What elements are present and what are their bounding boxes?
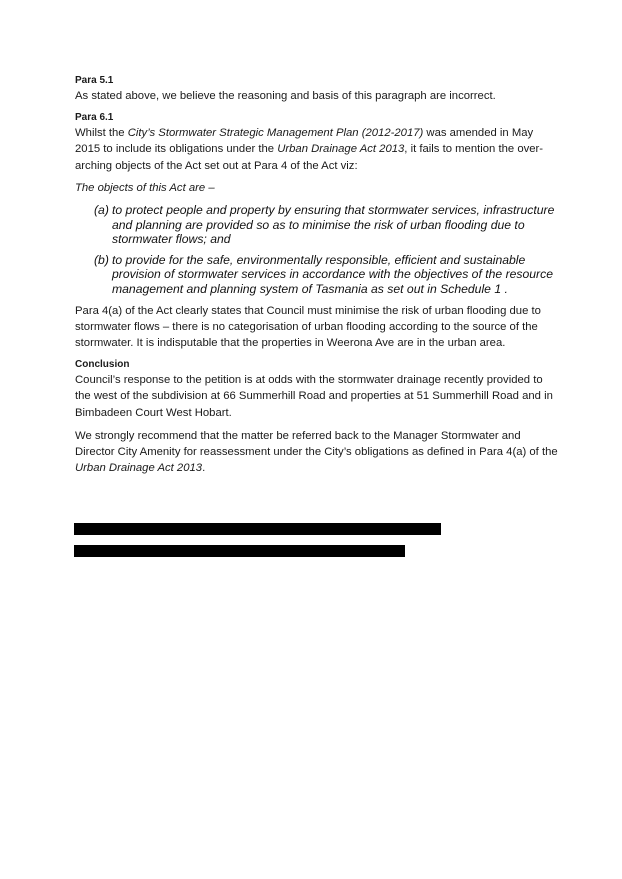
document-body [75, 74, 560, 476]
para-6-1-paragraph-1 [75, 125, 560, 174]
object-text-a: to protect people and property by ensuring that stormwater services, infrastructure and planning are provided so as to minimise the risk of urban flooding due to stormwater flows; and [112, 203, 555, 247]
redaction-bar-1 [74, 523, 441, 535]
objects-list [75, 203, 560, 297]
object-marker-b: (b) [94, 252, 109, 267]
redaction-bar-2 [74, 545, 405, 557]
object-item-a [75, 203, 560, 247]
conclusion-paragraph-2 [75, 428, 560, 477]
conclusion-text-a: We strongly recommend that the matter be referred back to the Manager Stormwater and Director City Amenity for reassessment under the City’s obligations as defined in Para 4(a) of the [75, 429, 558, 458]
act-title: Urban Drainage Act 2013 [277, 143, 405, 156]
para-6-1-text-b: was amended in May 2015 to include its obligations under the [75, 127, 534, 156]
conclusion-heading: Conclusion [75, 359, 130, 371]
conclusion-paragraph-1: Council’s response to the petition is at odds with the stormwater drainage recently provided to the west of the subdivision at 66 Summerhill Road and properties at 51 Summerhill Road and in Bimbadeen Court West Hobart. [75, 374, 553, 419]
object-marker-a: (a) [94, 203, 109, 218]
conclusion-act-title: Urban Drainage Act 2013 [75, 462, 203, 475]
para-6-1-heading: Para 6.1 [75, 112, 114, 124]
para-6-1-text-c: , it fails to mention the over-arching objects of the Act set out at Para 4 of the Act viz: [75, 143, 544, 172]
para-6-1-paragraph-2: Para 4(a) of the Act clearly states that Council must minimise the risk of urban flooding due to stormwater flows – there is no categorisation of urban flooding according to the source of the stormwater. It is indisputable that the properties in Weerona Ave are in the urban area. [75, 304, 541, 349]
objects-intro: The objects of this Act are – [75, 181, 215, 194]
conclusion-text-b: . [202, 462, 206, 475]
plan-title: City’s Stormwater Strategic Management Plan (2012-2017) [127, 127, 424, 140]
object-text-b: to provide for the safe, environmentally responsible, efficient and sustainable provision of stormwater services in accordance with the objectives of the resource management and planning system of Tasmania as set out in Schedule 1 . [112, 252, 553, 296]
object-item-b [75, 253, 560, 297]
para-6-1-text-a: Whilst the [75, 127, 128, 140]
para-5-1-text: As stated above, we believe the reasoning and basis of this paragraph are incorrect. [75, 90, 496, 102]
para-5-1-heading: Para 5.1 [75, 75, 114, 86]
